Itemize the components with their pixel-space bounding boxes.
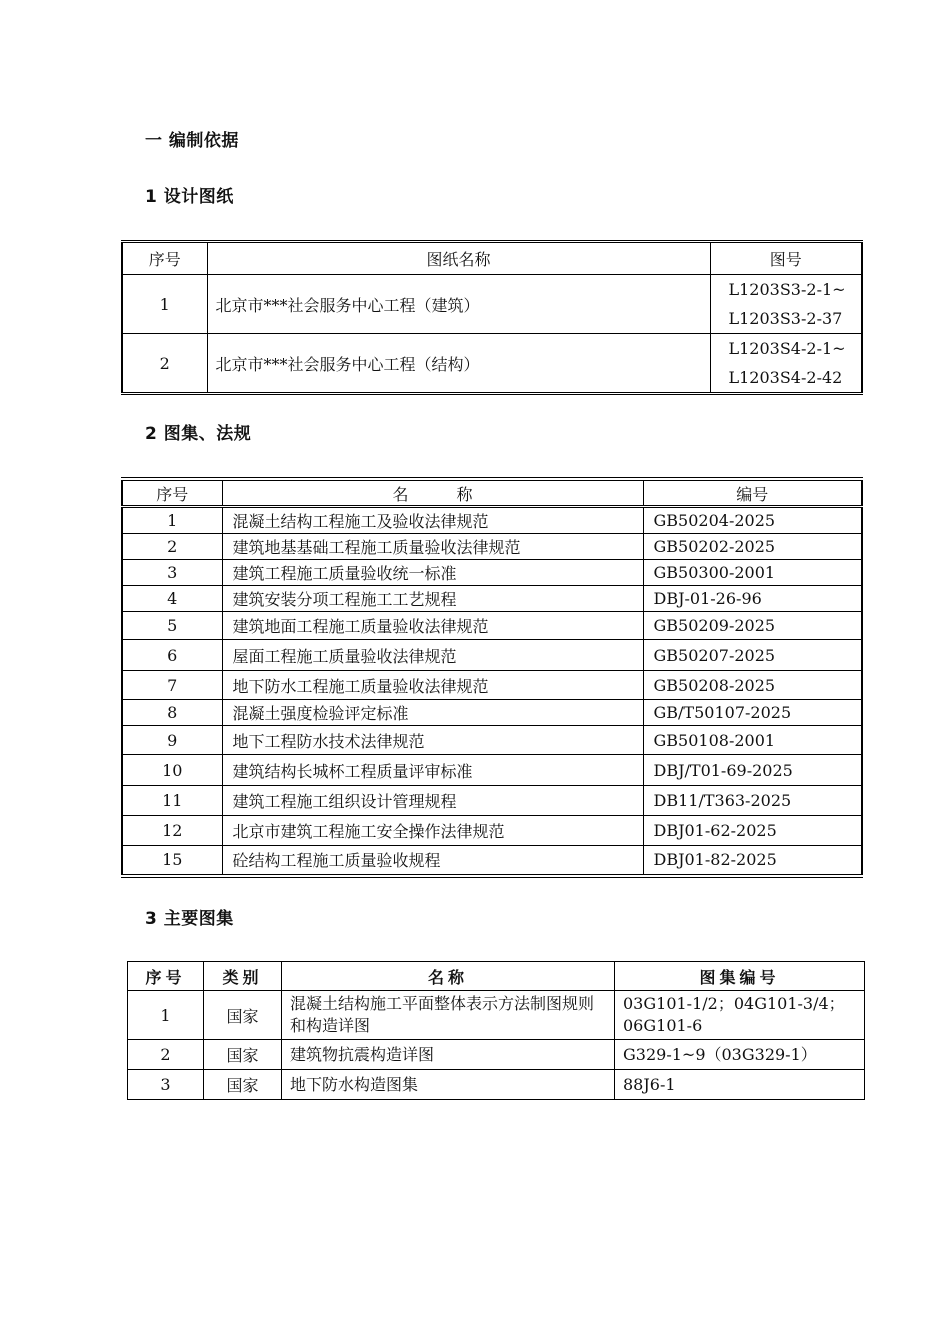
row-number: 2: [122, 334, 207, 394]
standard-code: GB50209-2025: [643, 612, 862, 640]
subsection-title-drawings: 1 设计图纸: [145, 187, 234, 207]
row-number: 2: [128, 1040, 204, 1070]
row-number: 12: [122, 816, 222, 846]
column-header-name: 图纸名称: [207, 242, 710, 275]
atlas-code: G329-1~9（03G329-1）: [615, 1040, 865, 1070]
table-row: [122, 507, 862, 534]
row-number: 15: [122, 846, 222, 876]
row-category: 国家: [204, 1040, 282, 1070]
column-header-name: 名 称: [222, 479, 643, 507]
row-number: 1: [128, 991, 204, 1040]
atlas-code: 88J6-1: [615, 1070, 865, 1100]
table-row: [122, 275, 862, 334]
standard-name: 地下防水工程施工质量验收法律规范: [222, 671, 643, 700]
row-number: 10: [122, 755, 222, 786]
table-row: [122, 640, 862, 671]
standard-name: 建筑工程施工质量验收统一标准: [222, 560, 643, 586]
table-header-row: [122, 242, 862, 275]
table-row: [128, 1070, 865, 1100]
drawing-code-start: L1203S3-2-1~: [728, 280, 846, 299]
table-row: [122, 534, 862, 560]
standards-table: [121, 477, 863, 878]
table-row: [128, 1040, 865, 1070]
standard-name: 砼结构工程施工质量验收规程: [222, 846, 643, 876]
drawing-code-end: L1203S4-2-42: [728, 368, 843, 387]
standard-code: DBJ/T01-69-2025: [643, 755, 862, 786]
row-number: 1: [122, 507, 222, 534]
row-number: 6: [122, 640, 222, 671]
standard-code: GB50202-2025: [643, 534, 862, 560]
standard-code: DBJ01-62-2025: [643, 816, 862, 846]
design-drawings-table: [121, 240, 863, 395]
standard-name: 混凝土强度检验评定标准: [222, 700, 643, 726]
standard-code: DBJ-01-26-96: [643, 586, 862, 612]
row-category: 国家: [204, 1070, 282, 1100]
table-row: [122, 755, 862, 786]
row-category: 国家: [204, 991, 282, 1040]
row-number: 7: [122, 671, 222, 700]
standard-name: 建筑结构长城杯工程质量评审标准: [222, 755, 643, 786]
row-number: 5: [122, 612, 222, 640]
drawing-code: [710, 334, 862, 394]
table-row: [122, 846, 862, 876]
standard-code: DBJ01-82-2025: [643, 846, 862, 876]
standard-code: GB50108-2001: [643, 726, 862, 755]
standard-code: GB50300-2001: [643, 560, 862, 586]
atlas-name: 地下防水构造图集: [282, 1070, 615, 1100]
row-number: 8: [122, 700, 222, 726]
atlas-code: 03G101-1/2；04G101-3/4；06G101-6: [615, 991, 865, 1040]
table-row: [122, 334, 862, 394]
row-number: 2: [122, 534, 222, 560]
standard-code: GB50208-2025: [643, 671, 862, 700]
table-row: [122, 816, 862, 846]
column-header-number: 序号: [122, 479, 222, 507]
standard-name: 建筑地面工程施工质量验收法律规范: [222, 612, 643, 640]
standard-code: GB50204-2025: [643, 507, 862, 534]
drawing-name: 北京市***社会服务中心工程（建筑）: [207, 275, 710, 334]
table-row: [122, 700, 862, 726]
drawing-code: [710, 275, 862, 334]
row-number: 3: [122, 560, 222, 586]
standard-name: 北京市建筑工程施工安全操作法律规范: [222, 816, 643, 846]
row-number: 1: [122, 275, 207, 334]
atlas-name: 建筑物抗震构造详图: [282, 1040, 615, 1070]
section-title: 一 编制依据: [145, 131, 239, 151]
table-header-row: [122, 479, 862, 507]
standard-name: 建筑工程施工组织设计管理规程: [222, 786, 643, 816]
standard-name: 建筑安装分项工程施工工艺规程: [222, 586, 643, 612]
row-number: 11: [122, 786, 222, 816]
drawing-name: 北京市***社会服务中心工程（结构）: [207, 334, 710, 394]
table-row: [122, 612, 862, 640]
column-header-name: 名称: [282, 962, 615, 991]
column-header-atlas-code: 图集编号: [615, 962, 865, 991]
row-number: 3: [128, 1070, 204, 1100]
column-header-number: 序号: [128, 962, 204, 991]
table-row: [128, 991, 865, 1040]
subsection-title-atlases: 3 主要图集: [145, 909, 234, 929]
column-header-number: 序号: [122, 242, 207, 275]
table-row: [122, 726, 862, 755]
subsection-title-standards: 2 图集、法规: [145, 424, 252, 444]
table-header-row: [128, 962, 865, 991]
standard-code: DB11/T363-2025: [643, 786, 862, 816]
row-number: 4: [122, 586, 222, 612]
drawing-code-end: L1203S3-2-37: [728, 309, 843, 328]
drawing-code-start: L1203S4-2-1~: [728, 339, 846, 358]
column-header-code: 编号: [643, 479, 862, 507]
standard-code: GB50207-2025: [643, 640, 862, 671]
column-header-code: 图号: [710, 242, 862, 275]
table-row: [122, 586, 862, 612]
standard-name: 地下工程防水技术法律规范: [222, 726, 643, 755]
table-row: [122, 671, 862, 700]
column-header-category: 类别: [204, 962, 282, 991]
standard-name: 混凝土结构工程施工及验收法律规范: [222, 507, 643, 534]
atlas-name: 混凝土结构施工平面整体表示方法制图规则和构造详图: [282, 991, 615, 1040]
table-row: [122, 560, 862, 586]
standard-name: 屋面工程施工质量验收法律规范: [222, 640, 643, 671]
standard-name: 建筑地基基础工程施工质量验收法律规范: [222, 534, 643, 560]
table-row: [122, 786, 862, 816]
atlas-table: [127, 961, 865, 1100]
row-number: 9: [122, 726, 222, 755]
standard-code: GB/T50107-2025: [643, 700, 862, 726]
